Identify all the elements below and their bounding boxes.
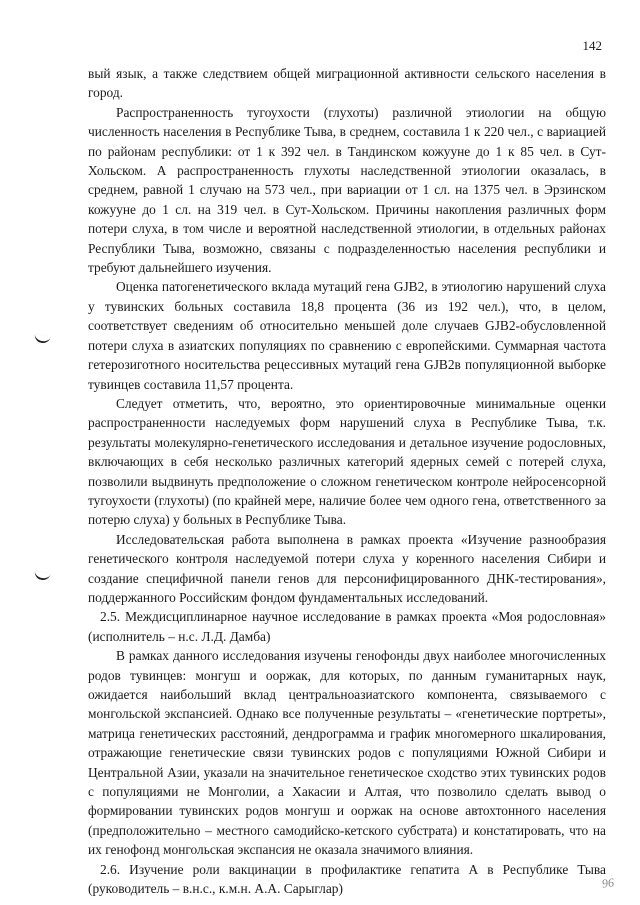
paragraph: Исследовательская работа выполнена в рамках проекта «Изучение разнообразия генетического контроля наследуемой потери слуха у коренного населения Сибири и создание специфичной панели генов для персонифицированного ДНК-тестирования», поддержанного Российским фондом фундаментальных исследований. [88,531,606,605]
paragraph: Распространенность тугоухости (глухоты) различной этиологии на общую численность населения в Республике Тыва, в среднем, составила 1 к 220 чел., с вариацией по районам республики: от 1 к 392 чел. в Тандинском кожууне до 1 к 85 чел. в Сут-Хольском. А распространенность глухоты наследственной этиологии оказалась, в среднем, равной 1 случаю на 573 чел., при вариации от 1 сл. на 1375 чел. в Эрзинском кожууне до 1 сл. на 319 чел. в Сут-Хольском. Причины накопления различных форм потери слуха, в том числе и вероятной наследственной этиологии, в отдельных районах Республики Тыва, возможно, связаны с подразделенностью населения республики и требуют дальнейшего изучения. [88,104,606,276]
corner-mark: 96 [601,875,615,891]
margin-mark [33,570,50,581]
paragraph: Следует отметить, что, вероятно, это ориентировочные минимальные оценки распространенности наследуемых форм нарушений слуха в Республике Тыва, т.к. результаты молекулярно-генетического исследования и детальное изучение родословных, включающих в себя несколько различных категорий ядерных семей с потерей слуха, позволили выдвинуть предположение о сложном генетическом контроле нейросенсорной тугоухости (глухоты) (по крайней мере, наличие более чем одного гена, ответственного за потерю слуха) у больных в Республике Тыва. [88,395,606,528]
section-heading: 2.5. Междисциплинарное научное исследование в рамках проекта «Моя родословная» (исполнитель – н.с. Л.Д. Дамба) [88,609,606,644]
paragraph: Оценка патогенетического вклада мутаций гена GJB2, в этиологию нарушений слуха у тувинских больных составила 18,8 процента (36 из 192 чел.), что, в целом, соответствует сведениям об относительно меньшей доле случаев GJB2-обусловленной потери слуха в азиатских популяциях по сравнению с европейскими. Суммарная частота гетерозиготного носительства рецессивных мутаций гена GJB2в популяционной выборке тувинцев составила 11,57 процента. [88,279,606,392]
paragraph: вый язык, а также следствием общей миграционной активности сельского населения в город. [88,66,606,101]
section-heading: 2.6. Изучение роли вакцинации в профилактике гепатита А в Республике Тыва (руководитель – в.н.с., к.м.н. А.А. Сарыглар) [88,861,606,897]
page-number: 142 [582,38,602,53]
paragraph: В рамках данного исследования изучены генофонды двух наиболее многочисленных родов тувинцев: монгуш и ооржак, для которых, по данным гуманитарных наук, ожидается наибольший вклад центральноазиатского компонента, связываемого с монгольской экспансией. Однако все полученные результаты – «генетические портреты», матрица генетических расстояний, дендрограмма и график многомерного шкалирования, отражающие генетические связи тувинских родов с популяциями Южной Сибири и Центральной Азии, указали на значительное генетическое сходство этих тувинских родов с популяциями не Монголии, а Хакасии и Алтая, что позволило сделать вывод о формировании тувинских родов монгуш и ооржак на основе автохтонного населения (предположительно – местного самодийско-кетского субстрата) и констатировать, что на их генофонд монгольская экспансия не оказала значимого влияния. [88,648,606,858]
document-body [88,64,606,898]
margin-mark [33,333,50,344]
